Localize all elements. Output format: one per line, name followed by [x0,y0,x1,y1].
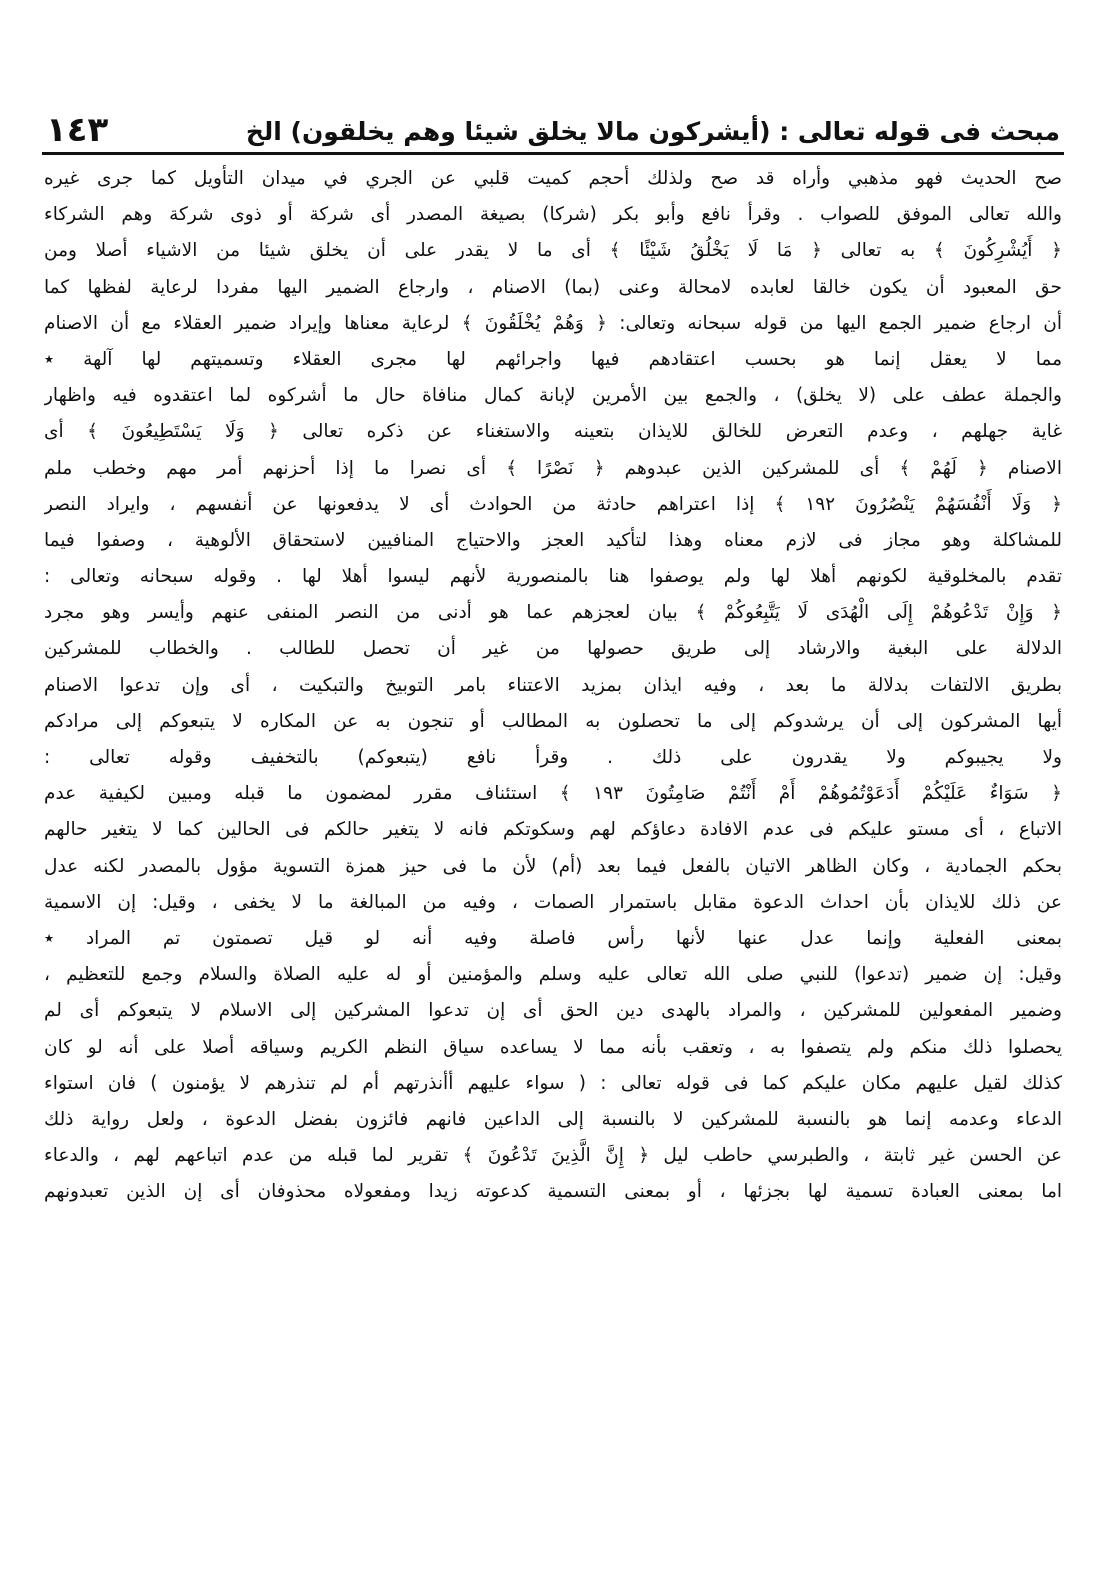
body-text [38,161,1068,1210]
text-line: أن ارجاع ضمير الجمع اليها من قوله سبحانه وتعالى: ﴿ وَهُمْ يُخْلَقُونَ ﴾ لرعاية معناها وإيراد ضمير العقلاء مع أن الاصنام [44,312,1062,334]
text-line: وضمير المفعولين للمشركين ، والمراد بالهدى دين الحق أى إن تدعوا المشركين إلى الاسلام لا يتبعوكم أى لم [44,1000,1062,1022]
text-line: للمشاكلة وهو مجاز فى لازم معناه وهذا لتأكيد العجز والاحتياج المنافيين لاستحقاق الألوهية ، وصفوا فيما [44,529,1062,551]
text-line: عن الحسن غير ثابتة ، والطبرسي حاطب ليل ﴿ إِنَّ الَّذِينَ تَدْعُونَ ﴾ تقرير لما قبله من عدم اتباعهم لهم ، والدعاء [44,1145,1062,1167]
text-line: ولا يجيبوكم ولا يقدرون على ذلك . وقرأ نافع (يتبعوكم) بالتخفيف وقوله تعالى : [44,747,1062,768]
text-line: عن ذلك للايذان بأن احداث الدعوة مقابل باستمرار الصمات ، وفيه من المبالغة ما لا يخفى ، وقيل: إن الاسمية [44,891,1062,913]
text-line: الاتباع ، أى مستو عليكم فى عدم الافادة دعاؤكم لهم وسكوتكم فانه لا يتغير حالكم فى الحالين كما لا يتغير حالهم [44,819,1062,841]
text-line: ﴿ وَإِنْ تَدْعُوهُمْ إِلَى الْهُدَى لَا يَتَّبِعُوكُمْ ﴾ بيان لعجزهم عما هو أدنى من النصر المنفى عنهم وأيسر وهو مجرد [44,602,1062,624]
text-line: بحكم الجمادية ، وكان الظاهر الاتيان بالفعل فيما بعد (أم) لأن ما فى حيز همزة التسوية مؤول بالمصدر لكنه عدل [44,855,1062,877]
page-number: ١٤٣ [46,110,109,150]
text-line: اما بمعنى العبادة تسمية لها بجزئها ، أو بمعنى التسمية كدعوته زيدا ومفعولاه محذوفان أى إن الذين تعبدونهم [44,1181,1062,1203]
text-line: بطريق الالتفات بدلالة ما بعد ، وفيه ايذان بمزيد الاعتناء بامر التوبيخ والتبكيت ، أى وإن تدعوا الاصنام [44,674,1062,696]
text-line: ﴿ سَوَاءٌ عَلَيْكُمْ أَدَعَوْتُمُوهُمْ أَمْ أَنْتُمْ صَامِتُونَ ١٩٣ ﴾ استئناف مقرر لمضمون ما قبله ومبين لكيفية عدم [44,783,1062,805]
text-line: ﴿ أَيُشْرِكُونَ ﴾ به تعالى ﴿ مَا لَا يَخْلُقُ شَيْئًا ﴾ أى ما لا يقدر على أن يخلق شيئا من الاشياء أصلا ومن [44,240,1062,262]
text-line: ﴿ وَلَا أَنْفُسَهُمْ يَنْصُرُونَ ١٩٢ ﴾ إذا اعتراهم حادثة من الحوادث أى لا يدفعونها عن أنفسهم ، وايراد النصر [44,493,1062,515]
text-line: صح الحديث فهو مذهبي وأراه قد صح ولذلك أحجم كميت قلبي عن الجري في ميدان التأويل كما جرى غيره [44,168,1062,189]
text-line: مما لا يعقل إنما هو بحسب اعتقادهم فيها واجرائهم لها مجرى العقلاء وتسميتهم لها آلهة ٭ [44,348,1062,370]
text-line: غاية جهلهم ، وعدم التعرض للخالق للايذان بتعينه والاستغناء عن ذكره تعالى ﴿ وَلَا يَسْتَطِيعُونَ ﴾ أى [44,421,1062,443]
text-line: أيها المشركون إلى أن يرشدوكم إلى ما تحصلون به المطالب أو تنجون به عن المكاره لا يتبعوكم إلى مرادكم [44,710,1062,732]
header-rule [42,152,1064,155]
text-line: تقدم بالمخلوقية لكونهم أهلا لها ولم يوصفوا هنا بالمنصورية لأنهم ليسوا أهلا لها . وقوله سبحانه وتعالى : [44,566,1062,588]
text-line: الاصنام ﴿ لَهُمْ ﴾ أى للمشركين الذين عبدوهم ﴿ نَصْرًا ﴾ أى نصرا ما إذا أحزنهم أمر مهم وخطب ملم [44,457,1062,479]
text-line: كذلك لقيل عليهم مكان عليكم كما فى قوله تعالى : ( سواء عليهم أأنذرتهم أم لم تنذرهم لا يؤمنون ) فان استواء [44,1072,1062,1094]
text-line: يحصلوا ذلك منكم ولم يتصفوا به ، وتعقب بأنه مما لا يساعده سياق النظم الكريم وسياقه أصلا على أنه لو كان [44,1036,1062,1058]
page-header [38,96,1068,152]
text-line: الدلالة على البغية والارشاد إلى طريق حصولها من غير أن تحصل للطالب . والخطاب للمشركين [44,638,1062,660]
text-line: بمعنى الفعلية وإنما عدل عنها لأنها رأس فاصلة وفيه أنه لو قيل تصمتون تم المراد ٭ [44,927,1062,949]
book-page [38,96,1068,1566]
running-title: مبحث فى قوله تعالى : (أيشركون مالا يخلق شيئا وهم يخلقون) الخ [245,117,1060,146]
text-line: وقيل: إن ضمير (تدعوا) للنبي صلى الله تعالى عليه وسلم والمؤمنين أو له عليه الصلاة والسلام وجمع للتعظيم ، [44,964,1062,986]
text-line: والله تعالى الموفق للصواب . وقرأ نافع وأبو بكر (شركا) بصيغة المصدر أى شركة أو ذوى شركة وهم الشركاء [44,204,1062,226]
text-line: والجملة عطف على (لا يخلق) ، والجمع بين الأمرين لإبانة كمال منافاة حال ما أشركوه لما اعتقدوه فيه واظهار [44,385,1062,407]
text-line: الدعاء وعدمه إنما هو بالنسبة للمشركين لا بالنسبة إلى الداعين فانهم فائزون بفضل الدعوة ، ولعل رواية ذلك [44,1108,1062,1130]
text-line: حق المعبود أن يكون خالقا لعابده لامحالة وعنى (بما) الاصنام ، وارجاع الضمير اليها مفردا لرعاية لفظها كما [44,276,1062,298]
